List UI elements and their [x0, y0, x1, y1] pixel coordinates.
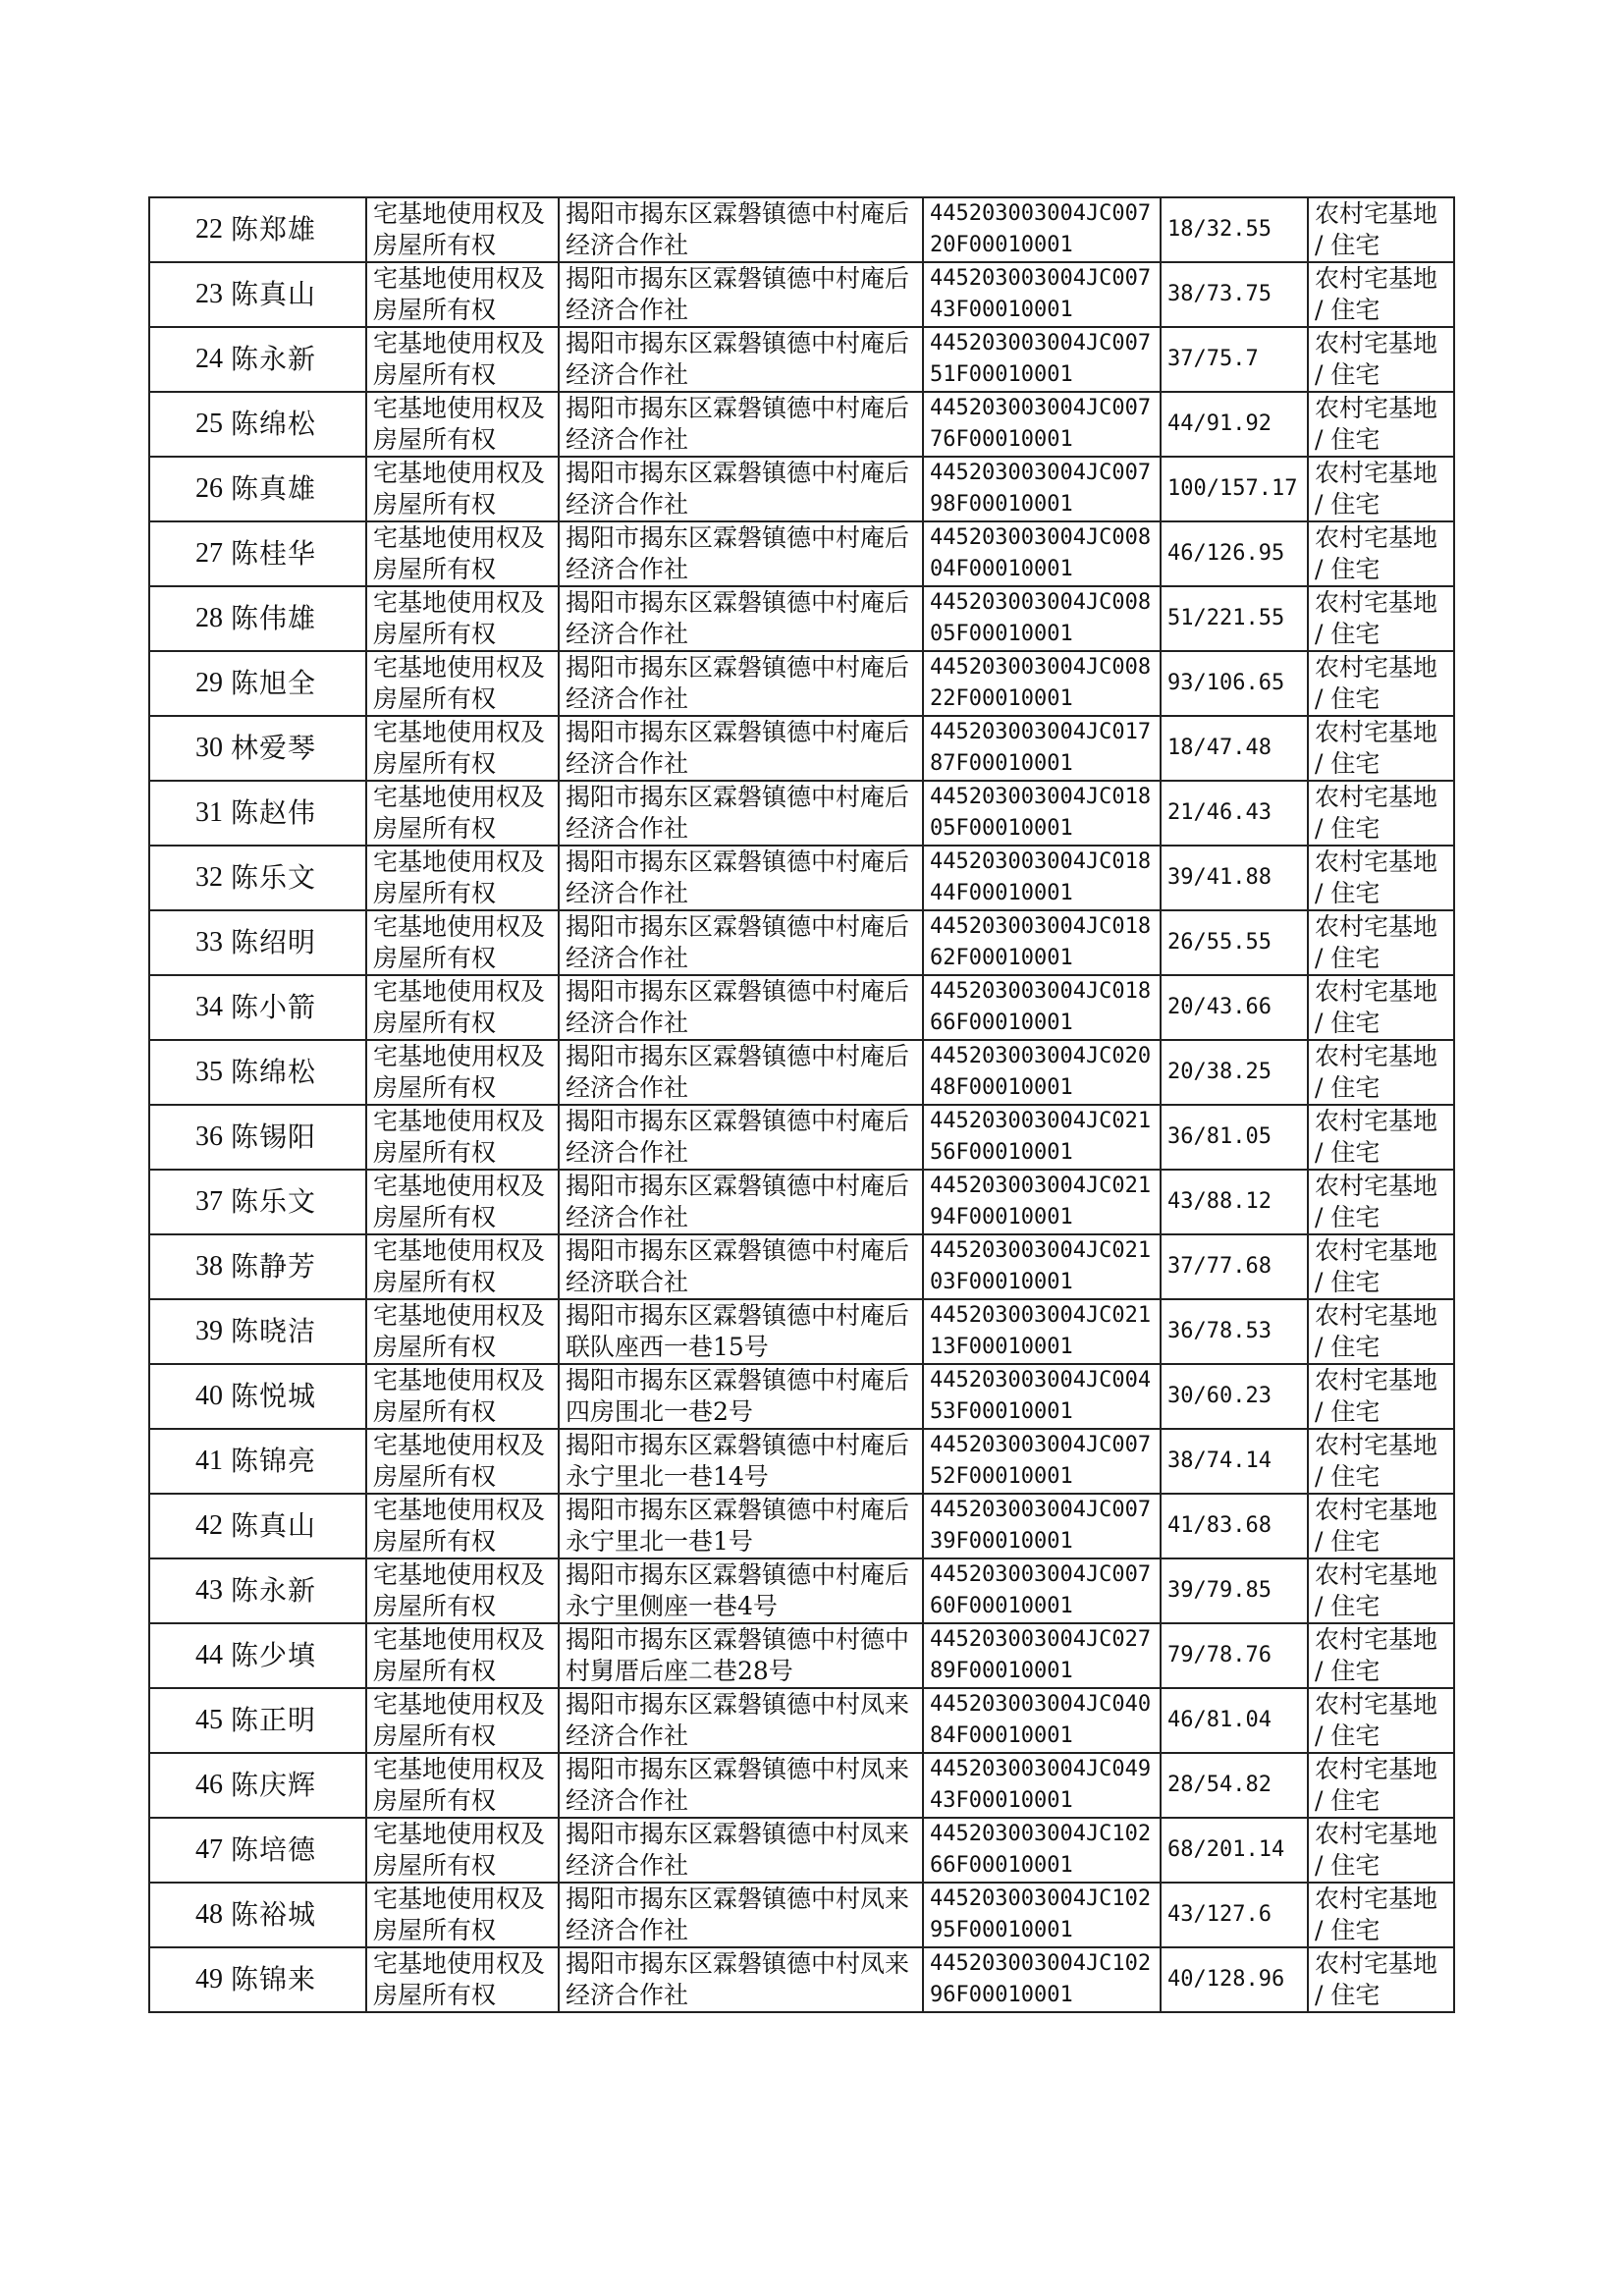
- right-type: 宅基地使用权及房屋所有权: [366, 1170, 559, 1234]
- table-row: [149, 1299, 1454, 1364]
- owner-name: 陈静芳: [227, 1234, 366, 1299]
- property-unit-code: 445203003004JC00760F00010001: [923, 1558, 1161, 1623]
- property-location: 揭阳市揭东区霖磐镇德中村庵后经济合作社: [559, 521, 923, 586]
- property-unit-code: 445203003004JC00805F00010001: [923, 586, 1161, 651]
- area-value: 37/75.7: [1161, 327, 1308, 392]
- table-row: [149, 1494, 1454, 1558]
- usage-type: 农村宅基地 / 住宅: [1308, 392, 1454, 457]
- right-type: 宅基地使用权及房屋所有权: [366, 1299, 559, 1364]
- owner-name: 陈永新: [227, 327, 366, 392]
- area-value: 43/88.12: [1161, 1170, 1308, 1234]
- property-location: 揭阳市揭东区霖磐镇德中村庵后经济合作社: [559, 392, 923, 457]
- area-value: 79/78.76: [1161, 1623, 1308, 1688]
- property-location: 揭阳市揭东区霖磐镇德中村庵后永宁里北一巷1号: [559, 1494, 923, 1558]
- right-type: 宅基地使用权及房屋所有权: [366, 1947, 559, 2012]
- property-location: 揭阳市揭东区霖磐镇德中村庵后经济合作社: [559, 262, 923, 327]
- area-value: 18/47.48: [1161, 716, 1308, 781]
- table-row: [149, 586, 1454, 651]
- area-value: 37/77.68: [1161, 1234, 1308, 1299]
- property-unit-code: 445203003004JC00752F00010001: [923, 1429, 1161, 1494]
- right-type: 宅基地使用权及房屋所有权: [366, 586, 559, 651]
- area-value: 26/55.55: [1161, 910, 1308, 975]
- area-value: 36/81.05: [1161, 1105, 1308, 1170]
- usage-type: 农村宅基地 / 住宅: [1308, 716, 1454, 781]
- usage-type: 农村宅基地 / 住宅: [1308, 651, 1454, 716]
- right-type: 宅基地使用权及房屋所有权: [366, 1105, 559, 1170]
- row-number: 28: [149, 586, 227, 651]
- area-value: 68/201.14: [1161, 1818, 1308, 1883]
- owner-name: 陈绍明: [227, 910, 366, 975]
- right-type: 宅基地使用权及房屋所有权: [366, 457, 559, 521]
- owner-name: 陈郑雄: [227, 197, 366, 262]
- owner-name: 陈桂华: [227, 521, 366, 586]
- property-unit-code: 445203003004JC02113F00010001: [923, 1299, 1161, 1364]
- owner-name: 陈真山: [227, 262, 366, 327]
- table-row: [149, 1105, 1454, 1170]
- row-number: 49: [149, 1947, 227, 2012]
- area-value: 46/81.04: [1161, 1688, 1308, 1753]
- right-type: 宅基地使用权及房屋所有权: [366, 327, 559, 392]
- right-type: 宅基地使用权及房屋所有权: [366, 781, 559, 846]
- table-body: [149, 197, 1454, 2012]
- usage-type: 农村宅基地 / 住宅: [1308, 1623, 1454, 1688]
- property-location: 揭阳市揭东区霖磐镇德中村庵后经济合作社: [559, 327, 923, 392]
- row-number: 32: [149, 846, 227, 910]
- area-value: 30/60.23: [1161, 1364, 1308, 1429]
- table-row: [149, 1623, 1454, 1688]
- owner-name: 陈真山: [227, 1494, 366, 1558]
- right-type: 宅基地使用权及房屋所有权: [366, 1753, 559, 1818]
- owner-name: 陈乐文: [227, 1170, 366, 1234]
- usage-type: 农村宅基地 / 住宅: [1308, 1818, 1454, 1883]
- owner-name: 陈锦来: [227, 1947, 366, 2012]
- right-type: 宅基地使用权及房屋所有权: [366, 910, 559, 975]
- row-number: 41: [149, 1429, 227, 1494]
- table-row: [149, 392, 1454, 457]
- property-location: 揭阳市揭东区霖磐镇德中村庵后联队座西一巷15号: [559, 1299, 923, 1364]
- right-type: 宅基地使用权及房屋所有权: [366, 1494, 559, 1558]
- area-value: 39/79.85: [1161, 1558, 1308, 1623]
- property-unit-code: 445203003004JC00798F00010001: [923, 457, 1161, 521]
- property-location: 揭阳市揭东区霖磐镇德中村庵后永宁里侧座一巷4号: [559, 1558, 923, 1623]
- property-location: 揭阳市揭东区霖磐镇德中村庵后经济合作社: [559, 1040, 923, 1105]
- property-location: 揭阳市揭东区霖磐镇德中村庵后经济合作社: [559, 846, 923, 910]
- right-type: 宅基地使用权及房屋所有权: [366, 846, 559, 910]
- owner-name: 陈真雄: [227, 457, 366, 521]
- usage-type: 农村宅基地 / 住宅: [1308, 910, 1454, 975]
- property-location: 揭阳市揭东区霖磐镇德中村凤来经济合作社: [559, 1883, 923, 1947]
- row-number: 30: [149, 716, 227, 781]
- right-type: 宅基地使用权及房屋所有权: [366, 1883, 559, 1947]
- property-unit-code: 445203003004JC00743F00010001: [923, 262, 1161, 327]
- area-value: 28/54.82: [1161, 1753, 1308, 1818]
- row-number: 23: [149, 262, 227, 327]
- property-unit-code: 445203003004JC00822F00010001: [923, 651, 1161, 716]
- property-location: 揭阳市揭东区霖磐镇德中村庵后经济合作社: [559, 586, 923, 651]
- owner-name: 陈旭全: [227, 651, 366, 716]
- table-row: [149, 1558, 1454, 1623]
- usage-type: 农村宅基地 / 住宅: [1308, 457, 1454, 521]
- right-type: 宅基地使用权及房屋所有权: [366, 975, 559, 1040]
- row-number: 34: [149, 975, 227, 1040]
- table-row: [149, 846, 1454, 910]
- right-type: 宅基地使用权及房屋所有权: [366, 1818, 559, 1883]
- usage-type: 农村宅基地 / 住宅: [1308, 327, 1454, 392]
- right-type: 宅基地使用权及房屋所有权: [366, 262, 559, 327]
- owner-name: 陈少填: [227, 1623, 366, 1688]
- property-unit-code: 445203003004JC01862F00010001: [923, 910, 1161, 975]
- property-location: 揭阳市揭东区霖磐镇德中村庵后经济合作社: [559, 651, 923, 716]
- owner-name: 陈绵松: [227, 1040, 366, 1105]
- property-unit-code: 445203003004JC01844F00010001: [923, 846, 1161, 910]
- right-type: 宅基地使用权及房屋所有权: [366, 521, 559, 586]
- table-row: [149, 1753, 1454, 1818]
- right-type: 宅基地使用权及房屋所有权: [366, 392, 559, 457]
- row-number: 45: [149, 1688, 227, 1753]
- property-unit-code: 445203003004JC02156F00010001: [923, 1105, 1161, 1170]
- property-location: 揭阳市揭东区霖磐镇德中村庵后四房围北一巷2号: [559, 1364, 923, 1429]
- area-value: 100/157.17: [1161, 457, 1308, 521]
- property-location: 揭阳市揭东区霖磐镇德中村庵后经济合作社: [559, 716, 923, 781]
- property-location: 揭阳市揭东区霖磐镇德中村庵后永宁里北一巷14号: [559, 1429, 923, 1494]
- row-number: 38: [149, 1234, 227, 1299]
- right-type: 宅基地使用权及房屋所有权: [366, 1558, 559, 1623]
- property-unit-code: 445203003004JC01787F00010001: [923, 716, 1161, 781]
- usage-type: 农村宅基地 / 住宅: [1308, 1947, 1454, 2012]
- right-type: 宅基地使用权及房屋所有权: [366, 1688, 559, 1753]
- row-number: 39: [149, 1299, 227, 1364]
- property-unit-code: 445203003004JC00776F00010001: [923, 392, 1161, 457]
- property-location: 揭阳市揭东区霖磐镇德中村庵后经济合作社: [559, 781, 923, 846]
- property-unit-code: 445203003004JC00739F00010001: [923, 1494, 1161, 1558]
- property-unit-code: 445203003004JC04084F00010001: [923, 1688, 1161, 1753]
- usage-type: 农村宅基地 / 住宅: [1308, 197, 1454, 262]
- table-row: [149, 1818, 1454, 1883]
- owner-name: 陈赵伟: [227, 781, 366, 846]
- table-row: [149, 521, 1454, 586]
- row-number: 36: [149, 1105, 227, 1170]
- property-location: 揭阳市揭东区霖磐镇德中村庵后经济合作社: [559, 197, 923, 262]
- table-row: [149, 716, 1454, 781]
- property-unit-code: 445203003004JC02194F00010001: [923, 1170, 1161, 1234]
- area-value: 36/78.53: [1161, 1299, 1308, 1364]
- property-unit-code: 445203003004JC10296F00010001: [923, 1947, 1161, 2012]
- right-type: 宅基地使用权及房屋所有权: [366, 1623, 559, 1688]
- owner-name: 林爱琴: [227, 716, 366, 781]
- right-type: 宅基地使用权及房屋所有权: [366, 1040, 559, 1105]
- row-number: 26: [149, 457, 227, 521]
- usage-type: 农村宅基地 / 住宅: [1308, 1494, 1454, 1558]
- property-unit-code: 445203003004JC01866F00010001: [923, 975, 1161, 1040]
- area-value: 44/91.92: [1161, 392, 1308, 457]
- property-unit-code: 445203003004JC10295F00010001: [923, 1883, 1161, 1947]
- table-row: [149, 1688, 1454, 1753]
- row-number: 25: [149, 392, 227, 457]
- row-number: 48: [149, 1883, 227, 1947]
- property-unit-code: 445203003004JC02789F00010001: [923, 1623, 1161, 1688]
- area-value: 43/127.6: [1161, 1883, 1308, 1947]
- usage-type: 农村宅基地 / 住宅: [1308, 1883, 1454, 1947]
- property-location: 揭阳市揭东区霖磐镇德中村庵后经济联合社: [559, 1234, 923, 1299]
- owner-name: 陈培德: [227, 1818, 366, 1883]
- property-location: 揭阳市揭东区霖磐镇德中村庵后经济合作社: [559, 457, 923, 521]
- row-number: 35: [149, 1040, 227, 1105]
- row-number: 22: [149, 197, 227, 262]
- row-number: 37: [149, 1170, 227, 1234]
- area-value: 41/83.68: [1161, 1494, 1308, 1558]
- area-value: 40/128.96: [1161, 1947, 1308, 2012]
- registration-table: [148, 196, 1455, 2013]
- usage-type: 农村宅基地 / 住宅: [1308, 1558, 1454, 1623]
- usage-type: 农村宅基地 / 住宅: [1308, 1170, 1454, 1234]
- owner-name: 陈绵松: [227, 392, 366, 457]
- property-unit-code: 445203003004JC02048F00010001: [923, 1040, 1161, 1105]
- area-value: 46/126.95: [1161, 521, 1308, 586]
- table-row: [149, 1170, 1454, 1234]
- right-type: 宅基地使用权及房屋所有权: [366, 1429, 559, 1494]
- owner-name: 陈庆辉: [227, 1753, 366, 1818]
- owner-name: 陈伟雄: [227, 586, 366, 651]
- table-row: [149, 1883, 1454, 1947]
- table-row: [149, 1429, 1454, 1494]
- area-value: 93/106.65: [1161, 651, 1308, 716]
- usage-type: 农村宅基地 / 住宅: [1308, 521, 1454, 586]
- table-row: [149, 327, 1454, 392]
- usage-type: 农村宅基地 / 住宅: [1308, 1299, 1454, 1364]
- table-row: [149, 781, 1454, 846]
- owner-name: 陈小箭: [227, 975, 366, 1040]
- property-unit-code: 445203003004JC00453F00010001: [923, 1364, 1161, 1429]
- property-location: 揭阳市揭东区霖磐镇德中村庵后经济合作社: [559, 910, 923, 975]
- right-type: 宅基地使用权及房屋所有权: [366, 1364, 559, 1429]
- property-unit-code: 445203003004JC00751F00010001: [923, 327, 1161, 392]
- table-row: [149, 975, 1454, 1040]
- property-unit-code: 445203003004JC10266F00010001: [923, 1818, 1161, 1883]
- area-value: 39/41.88: [1161, 846, 1308, 910]
- property-location: 揭阳市揭东区霖磐镇德中村庵后经济合作社: [559, 975, 923, 1040]
- usage-type: 农村宅基地 / 住宅: [1308, 1364, 1454, 1429]
- row-number: 46: [149, 1753, 227, 1818]
- row-number: 43: [149, 1558, 227, 1623]
- area-value: 21/46.43: [1161, 781, 1308, 846]
- row-number: 44: [149, 1623, 227, 1688]
- area-value: 38/74.14: [1161, 1429, 1308, 1494]
- owner-name: 陈正明: [227, 1688, 366, 1753]
- right-type: 宅基地使用权及房屋所有权: [366, 716, 559, 781]
- property-unit-code: 445203003004JC00720F00010001: [923, 197, 1161, 262]
- area-value: 38/73.75: [1161, 262, 1308, 327]
- table-row: [149, 1234, 1454, 1299]
- owner-name: 陈裕城: [227, 1883, 366, 1947]
- owner-name: 陈悦城: [227, 1364, 366, 1429]
- usage-type: 农村宅基地 / 住宅: [1308, 1234, 1454, 1299]
- owner-name: 陈乐文: [227, 846, 366, 910]
- usage-type: 农村宅基地 / 住宅: [1308, 846, 1454, 910]
- row-number: 29: [149, 651, 227, 716]
- right-type: 宅基地使用权及房屋所有权: [366, 197, 559, 262]
- usage-type: 农村宅基地 / 住宅: [1308, 1105, 1454, 1170]
- property-location: 揭阳市揭东区霖磐镇德中村凤来经济合作社: [559, 1947, 923, 2012]
- row-number: 33: [149, 910, 227, 975]
- property-location: 揭阳市揭东区霖磐镇德中村凤来经济合作社: [559, 1688, 923, 1753]
- usage-type: 农村宅基地 / 住宅: [1308, 1753, 1454, 1818]
- table-row: [149, 1364, 1454, 1429]
- row-number: 27: [149, 521, 227, 586]
- usage-type: 农村宅基地 / 住宅: [1308, 975, 1454, 1040]
- owner-name: 陈永新: [227, 1558, 366, 1623]
- property-unit-code: 445203003004JC00804F00010001: [923, 521, 1161, 586]
- area-value: 20/43.66: [1161, 975, 1308, 1040]
- row-number: 40: [149, 1364, 227, 1429]
- table-row: [149, 910, 1454, 975]
- table-row: [149, 651, 1454, 716]
- usage-type: 农村宅基地 / 住宅: [1308, 1688, 1454, 1753]
- row-number: 42: [149, 1494, 227, 1558]
- owner-name: 陈晓洁: [227, 1299, 366, 1364]
- table-row: [149, 197, 1454, 262]
- table-row: [149, 1040, 1454, 1105]
- row-number: 31: [149, 781, 227, 846]
- usage-type: 农村宅基地 / 住宅: [1308, 1429, 1454, 1494]
- usage-type: 农村宅基地 / 住宅: [1308, 586, 1454, 651]
- property-location: 揭阳市揭东区霖磐镇德中村凤来经济合作社: [559, 1818, 923, 1883]
- right-type: 宅基地使用权及房屋所有权: [366, 1234, 559, 1299]
- table-row: [149, 262, 1454, 327]
- area-value: 18/32.55: [1161, 197, 1308, 262]
- property-unit-code: 445203003004JC02103F00010001: [923, 1234, 1161, 1299]
- property-unit-code: 445203003004JC04943F00010001: [923, 1753, 1161, 1818]
- owner-name: 陈锡阳: [227, 1105, 366, 1170]
- property-location: 揭阳市揭东区霖磐镇德中村德中村舅厝后座二巷28号: [559, 1623, 923, 1688]
- property-unit-code: 445203003004JC01805F00010001: [923, 781, 1161, 846]
- usage-type: 农村宅基地 / 住宅: [1308, 1040, 1454, 1105]
- usage-type: 农村宅基地 / 住宅: [1308, 781, 1454, 846]
- owner-name: 陈锦亮: [227, 1429, 366, 1494]
- table-row: [149, 1947, 1454, 2012]
- property-location: 揭阳市揭东区霖磐镇德中村庵后经济合作社: [559, 1170, 923, 1234]
- area-value: 51/221.55: [1161, 586, 1308, 651]
- table-row: [149, 457, 1454, 521]
- usage-type: 农村宅基地 / 住宅: [1308, 262, 1454, 327]
- row-number: 47: [149, 1818, 227, 1883]
- property-location: 揭阳市揭东区霖磐镇德中村凤来经济合作社: [559, 1753, 923, 1818]
- property-location: 揭阳市揭东区霖磐镇德中村庵后经济合作社: [559, 1105, 923, 1170]
- area-value: 20/38.25: [1161, 1040, 1308, 1105]
- row-number: 24: [149, 327, 227, 392]
- right-type: 宅基地使用权及房屋所有权: [366, 651, 559, 716]
